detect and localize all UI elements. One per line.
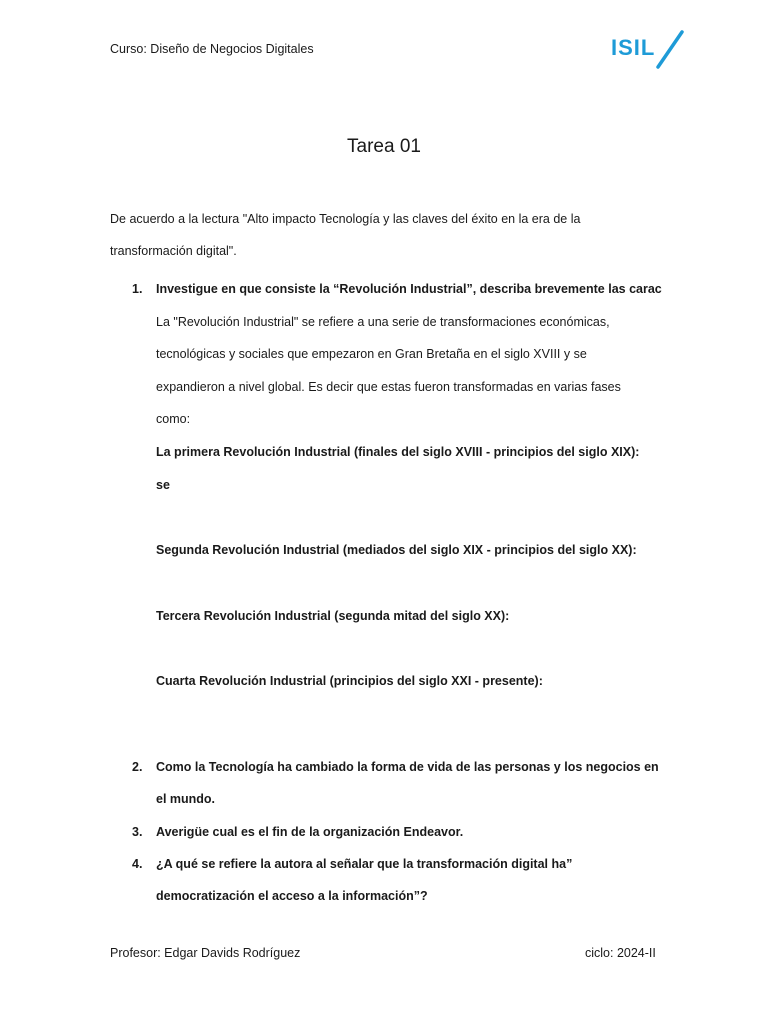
- isil-logo: [610, 28, 686, 70]
- footer-professor: Profesor: Edgar Davids Rodríguez: [110, 946, 301, 960]
- question-number: 2.: [132, 760, 143, 774]
- question-text-line2: democratización el acceso a la información”?: [156, 889, 428, 903]
- phase-second: Segunda Revolución Industrial (mediados del siglo XIX - principios del siglo XX):: [156, 543, 637, 557]
- intro-paragraph: De acuerdo a la lectura "Alto impacto Tecnología y las claves del éxito en la era de la transformación digital".: [110, 212, 581, 258]
- question-text: Averigüe cual es el fin de la organización Endeavor.: [156, 825, 464, 839]
- question-text-line2: el mundo.: [156, 792, 216, 806]
- footer-cycle: ciclo: 2024-II: [585, 946, 656, 960]
- question-text-line1: Como la Tecnología ha cambiado la forma de vida de las personas y los negocios en: [156, 760, 659, 774]
- header-course: Curso: Diseño de Negocios Digitales: [110, 42, 314, 56]
- question-text-line1: ¿A qué se refiere la autora al señalar que la transformación digital ha”: [156, 857, 573, 871]
- page-title: Tarea 01: [347, 136, 421, 157]
- phase-fourth: Cuarta Revolución Industrial (principios del siglo XXI - presente):: [156, 674, 543, 688]
- phase-first: La primera Revolución Industrial (finales del siglo XVIII - principios del siglo XIX):: [156, 445, 640, 459]
- answer-paragraph: La "Revolución Industrial" se refiere a una serie de transformaciones económicas, tecnológicas y sociales que empezaron en Gran Bretaña en el siglo XVIII y se expandieron a nivel global. Es decir que estas fueron transformadas en varias fases como:: [156, 315, 621, 426]
- logo-text: ISIL: [611, 35, 656, 60]
- question-number: 3.: [132, 825, 143, 839]
- phase-first-note: se: [156, 478, 170, 492]
- logo-slash: [658, 32, 682, 67]
- phase-third: Tercera Revolución Industrial (segunda mitad del siglo XX):: [156, 609, 510, 623]
- question-text: Investigue en que consiste la “Revolución Industrial”, describa brevemente las carac: [156, 282, 662, 296]
- question-number: 4.: [132, 857, 143, 871]
- question-number: 1.: [132, 282, 143, 296]
